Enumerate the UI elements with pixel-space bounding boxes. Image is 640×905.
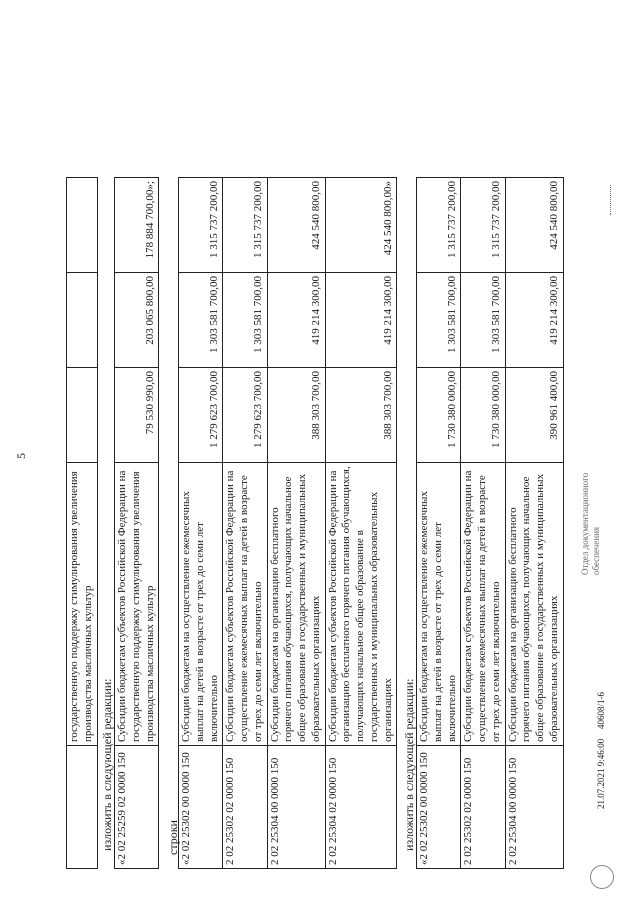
row-value-3: 424 540 800,00»: [325, 178, 397, 273]
row-value-3: 1 315 737 200,00: [179, 178, 223, 273]
edge-mark: [610, 185, 615, 215]
row-value-3: 1 315 737 200,00: [461, 178, 505, 273]
row-code: «2 02 25259 02 0000 150: [115, 746, 159, 869]
table-block-2: [178, 177, 397, 869]
table-top: [66, 177, 98, 869]
row-code: [67, 746, 98, 869]
row-description: Субсидии бюджетам на осуществление ежемесячных выплат на детей в возрасте от трех до семи лет включительно: [179, 463, 223, 746]
row-value-3: 424 540 800,00: [267, 178, 325, 273]
row-value-1: [67, 368, 98, 463]
row-value-2: [67, 273, 98, 368]
table-row: [223, 178, 267, 869]
stamp: [580, 473, 602, 575]
row-value-2: 203 065 800,00: [115, 273, 159, 368]
table-block-1: [114, 177, 159, 869]
row-value-2: 419 214 300,00: [505, 273, 563, 368]
row-value-1: 1 279 623 700,00: [179, 368, 223, 463]
row-description: Субсидии бюджетам на осуществление ежемесячных выплат на детей в возрасте от трех до семи лет включительно: [417, 463, 461, 746]
row-value-1: 390 961 400,00: [505, 368, 563, 463]
table-block-3: [416, 177, 564, 869]
row-code: 2 02 25302 02 0000 150: [223, 746, 267, 869]
table-row: [325, 178, 397, 869]
row-description: Субсидии бюджетам субъектов Российской Федерации на осуществление ежемесячных выплат на детей в возрасте от трех до семи лет включительно: [461, 463, 505, 746]
replace-label: изложить в следующей редакции:: [100, 678, 114, 851]
footer-datetime: 21.07.2021 9:46:00: [596, 738, 606, 809]
row-value-3: [67, 178, 98, 273]
row-code: «2 02 25302 00 0000 150: [179, 746, 223, 869]
row-value-2: 1 303 581 700,00: [179, 273, 223, 368]
row-value-3: 1 315 737 200,00: [223, 178, 267, 273]
row-description: Субсидии бюджетам субъектов Российской Федерации на осуществление ежемесячных выплат на детей в возрасте от трех до семи лет включительно: [223, 463, 267, 746]
row-value-3: 424 540 800,00: [505, 178, 563, 273]
row-value-3: 1 315 737 200,00: [417, 178, 461, 273]
replace-label-2: изложить в следующей редакции:: [402, 678, 416, 851]
table-row: [179, 178, 223, 869]
row-value-3: 178 884 700,00»;: [115, 178, 159, 273]
row-code: 2 02 25304 00 0000 150: [505, 746, 563, 869]
row-description: Субсидии бюджетам на организацию бесплатного горячего питания обучающихся, получающих начальное общее образование в государственных и муниципальных образовательных организациях: [505, 463, 563, 746]
rows-heading: строки: [166, 820, 180, 855]
stamp-line-1: Отдел документационного: [580, 472, 590, 575]
table-row: [67, 178, 98, 869]
row-value-2: 419 214 300,00: [267, 273, 325, 368]
row-code: 2 02 25304 02 0000 150: [325, 746, 397, 869]
row-value-1: 79 530 990,00: [115, 368, 159, 463]
row-code: «2 02 25302 00 0000 150: [417, 746, 461, 869]
row-description: Субсидии бюджетам на организацию бесплатного горячего питания обучающихся, получающих начальное общее образование в государственных и муниципальных образовательных организациях: [267, 463, 325, 746]
table-row: [115, 178, 159, 869]
page-number: 5: [14, 453, 28, 459]
row-value-2: 1 303 581 700,00: [461, 273, 505, 368]
row-code: 2 02 25304 00 0000 150: [267, 746, 325, 869]
row-description: Субсидии бюджетам субъектов Российской Федерации на государственную поддержку стимулирования увеличения производства масличных культур: [115, 463, 159, 746]
row-description: Субсидии бюджетам субъектов Российской Федерации на организацию бесплатного горячего питания обучающихся, получающих начальное общее образование в государственных и муниципальных образовательных организациях: [325, 463, 397, 746]
table-row: [417, 178, 461, 869]
stamp-line-2: обеспечения: [590, 526, 601, 575]
row-value-1: 388 303 700,00: [267, 368, 325, 463]
row-code: 2 02 25302 02 0000 150: [461, 746, 505, 869]
footer-doc-id: 40608/1-6: [596, 692, 606, 729]
row-value-2: 1 303 581 700,00: [223, 273, 267, 368]
row-value-2: 1 303 581 700,00: [417, 273, 461, 368]
row-value-1: 1 730 380 000,00: [417, 368, 461, 463]
row-value-1: 1 279 623 700,00: [223, 368, 267, 463]
row-value-1: 1 730 380 000,00: [461, 368, 505, 463]
row-value-2: 419 214 300,00: [325, 273, 397, 368]
row-description: государственную поддержку стимулирования увеличения производства масличных культур: [67, 463, 98, 746]
table-row: [505, 178, 563, 869]
row-value-1: 388 303 700,00: [325, 368, 397, 463]
table-row: [267, 178, 325, 869]
emblem-icon: [590, 865, 614, 889]
table-row: [461, 178, 505, 869]
